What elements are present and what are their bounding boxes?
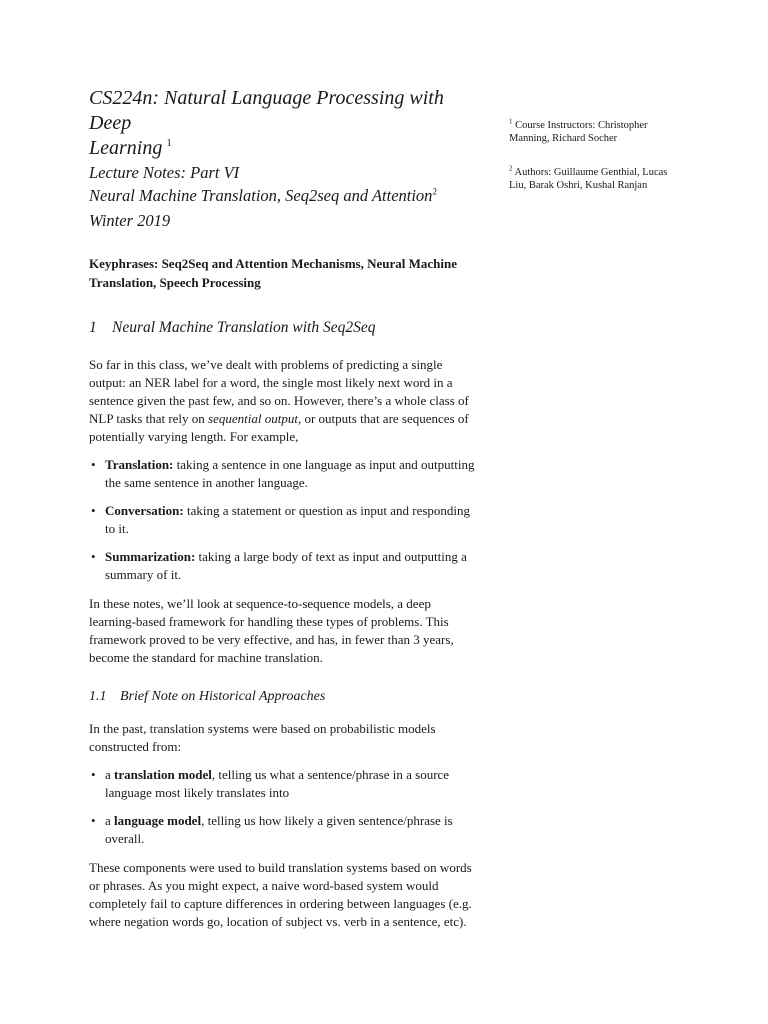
subtitle-topic-text: Neural Machine Translation, Seq2seq and Attention	[89, 186, 433, 205]
section-1-title: Neural Machine Translation with Seq2Seq	[112, 319, 376, 336]
section-1-paragraph-1	[89, 356, 481, 446]
main-column	[89, 86, 481, 931]
sidenote-text: Course Instructors: Christopher Manning, Richard Socher	[509, 120, 648, 144]
title	[89, 86, 481, 161]
model-list	[89, 766, 481, 848]
title-line-2: Learning	[89, 137, 163, 159]
sidenote-text: Authors: Guillaume Genthial, Lucas Liu, Barak Oshri, Kushal Ranjan	[509, 167, 668, 191]
bullet-icon: •	[91, 503, 96, 518]
sidenotes	[509, 119, 685, 213]
subtitle-footnote-mark: 2	[432, 186, 437, 197]
list-item-prefix: a	[105, 767, 115, 782]
task-list	[89, 456, 481, 584]
list-item-term: Translation:	[105, 457, 174, 472]
bullet-icon: •	[91, 457, 96, 472]
section-1-1-title: Brief Note on Historical Approaches	[120, 689, 326, 704]
list-item	[89, 812, 481, 848]
subtitle-lecture-notes: Lecture Notes: Part VI	[89, 163, 240, 182]
title-footnote-mark: 1	[166, 137, 172, 150]
bullet-icon: •	[91, 549, 96, 564]
list-item	[89, 766, 481, 802]
bullet-icon: •	[91, 813, 96, 828]
section-1-1-heading	[89, 688, 481, 706]
keyphrases: Keyphrases: Seq2Seq and Attention Mechanisms, Neural Machine Translation, Speech Processing	[89, 256, 457, 290]
list-item	[89, 502, 481, 538]
list-item-text: taking a sentence in one language as input and outputting the same sentence in another language.	[105, 457, 475, 490]
sidenote-2	[509, 166, 685, 192]
list-item-term: Summarization:	[105, 549, 196, 564]
list-item	[89, 548, 481, 584]
sidenote-mark: 1	[509, 117, 513, 126]
list-item-text: , telling us what a sentence/phrase in a source language most likely translates into	[105, 767, 450, 800]
section-1-1-paragraph-1: In the past, translation systems were based on probabilistic models constructed from:	[89, 721, 436, 754]
section-1-1-number: 1.1	[89, 689, 107, 704]
list-item-prefix: a	[105, 813, 115, 828]
section-1-heading	[89, 318, 481, 338]
title-line-1: CS224n: Natural Language Processing with Deep	[89, 87, 444, 134]
list-item-text: taking a statement or question as input and responding to it.	[105, 503, 471, 536]
list-item-term: language model	[114, 813, 202, 828]
paragraph-text: So far in this class, we’ve dealt with problems of predicting a single output: an NER label for a word, the single most likely next word in a sentence given the past few, and so on. However, there’s a whole class of NLP tasks that rely on	[89, 357, 469, 426]
list-item-term: translation model	[114, 767, 212, 782]
section-1-paragraph-2: In these notes, we’ll look at sequence-to-sequence models, a deep learning-based framework for handling these types of problems. This framework proved to be very effective, and has, in fewer than 3 years, become the standard for machine translation.	[89, 596, 454, 665]
sidenote-1	[509, 119, 685, 145]
bullet-icon: •	[91, 767, 96, 782]
paragraph-text: , or outputs that are sequences of potentially varying length. For example,	[89, 411, 469, 444]
subtitle-topic	[89, 184, 481, 207]
list-item	[89, 456, 481, 492]
list-item-term: Conversation:	[105, 503, 184, 518]
term: Winter 2019	[89, 211, 171, 230]
emphasis-sequential-output: sequential output	[208, 411, 298, 426]
list-item-text: , telling us how likely a given sentence/phrase is overall.	[105, 813, 453, 846]
sidenote-mark: 2	[509, 164, 513, 173]
section-1-1-paragraph-2: These components were used to build translation systems based on words or phrases. As you might expect, a naive word-based system would completely fail to capture differences in ordering between languages (e.g. where negation words go, location of subject vs. verb in a sentence, etc).	[89, 860, 472, 929]
section-1-number: 1	[89, 319, 97, 336]
list-item-text: taking a large body of text as input and outputting a summary of it.	[105, 549, 467, 582]
